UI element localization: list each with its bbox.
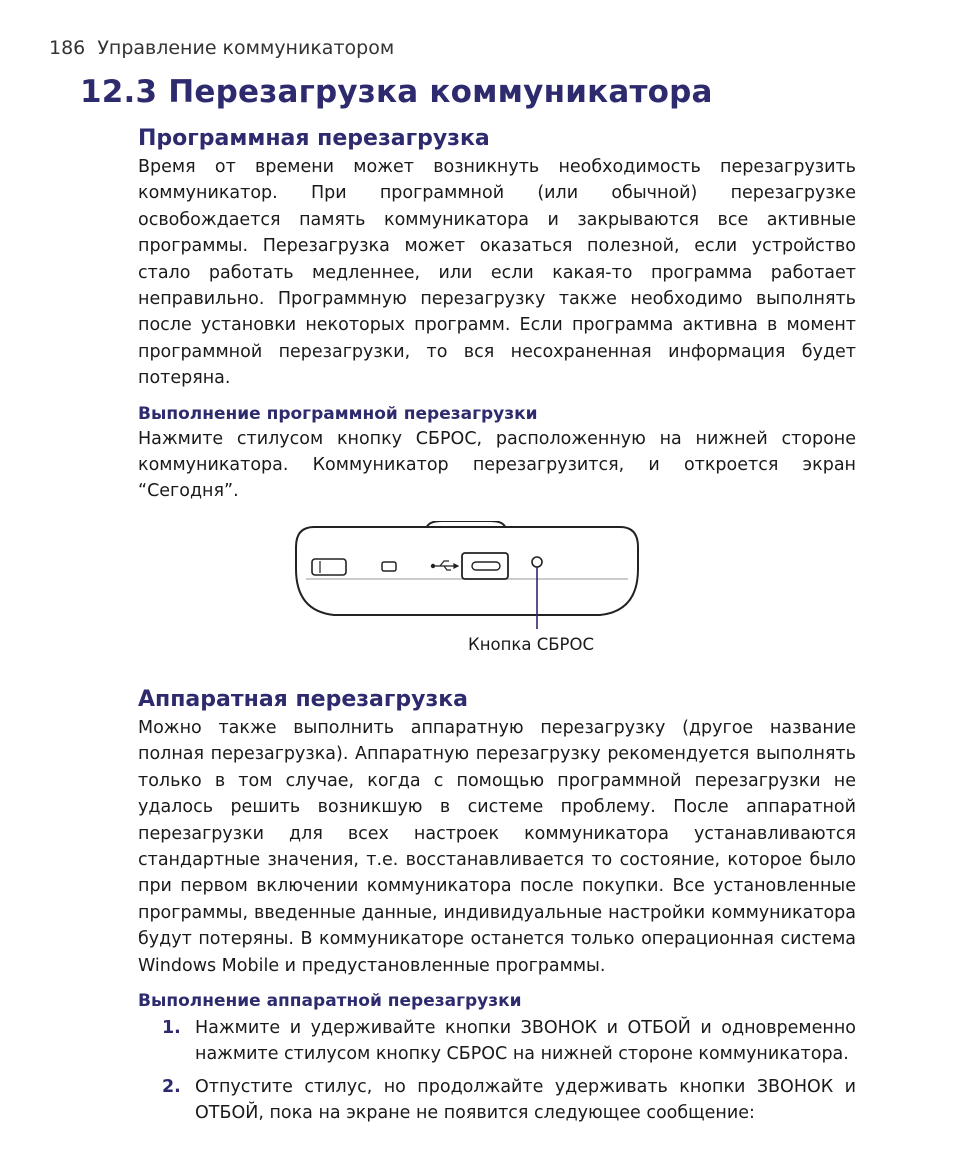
soft-reset-paragraph: Время от времени может возникнуть необходимость перезагрузить коммуникатор. При программной (или обычной) перезагрузке освобождается память коммуникатора и закрываются все активные программы. Перезагрузка может оказаться полезной, если устройство стало работать медленнее, или если какая-то программа работает неправильно. Программную перезагрузку также необходимо выполнять после установки некоторых программ. Если программа активна в момент программной перезагрузки, то вся несохраненная информация будет потеряна. bbox=[138, 157, 856, 389]
step-number: 2. bbox=[162, 1076, 181, 1097]
running-title: Управление коммуникатором bbox=[97, 37, 395, 59]
step-item bbox=[138, 1074, 856, 1127]
soft-reset-heading: Программная перезагрузка bbox=[138, 126, 490, 151]
device-bottom-illustration bbox=[294, 521, 640, 629]
step-text: Отпустите стилус, но продолжайте удерживать кнопки ЗВОНОК и ОТБОЙ, пока на экране не появится следующее сообщение: bbox=[195, 1076, 856, 1124]
small-port bbox=[382, 562, 396, 571]
soft-reset-procedure-heading: Выполнение программной перезагрузки bbox=[138, 403, 538, 424]
soft-reset-procedure-text: Нажмите стилусом кнопку СБРОС, расположенную на нижней стороне коммуникатора. Коммуникатор перезагрузится, и откроется экран “Сегодня”. bbox=[138, 428, 856, 502]
page-number: 186 bbox=[49, 37, 86, 59]
figure-caption: Кнопка СБРОС bbox=[468, 634, 595, 654]
hard-reset-heading: Аппаратная перезагрузка bbox=[138, 686, 469, 712]
step-number: 1. bbox=[162, 1017, 181, 1038]
page-content bbox=[138, 124, 856, 1133]
hard-reset-steps bbox=[138, 1015, 856, 1127]
step-text: Нажмите и удерживайте кнопки ЗВОНОК и ОТБОЙ и одновременно нажмите стилусом кнопку СБРОС на нижней стороне коммуникатора. bbox=[195, 1017, 856, 1065]
hard-reset-paragraph: Можно также выполнить аппаратную перезагрузку (другое название полная перезагрузка). Аппаратную перезагрузку рекомендуется выполнять только в том случае, когда с помощью программной перезагрузки не удалось решить возникшую в системе проблему. После аппаратной перезагрузки для всех настроек коммуникатора устанавливаются стандартные значения, т.е. восстанавливается то состояние, которое было при первом включении коммуникатора после покупки. Все установленные программы, введенные данные, индивидуальные настройки коммуникатора будут потеряны. В коммуникаторе останется только операционная система Windows Mobile и предустановленные программы. bbox=[138, 717, 856, 976]
chapter-title: 12.3 Перезагрузка коммуникатора bbox=[80, 74, 713, 110]
step-item bbox=[138, 1015, 856, 1068]
slide-switch bbox=[312, 559, 346, 575]
hard-reset-procedure-heading: Выполнение аппаратной перезагрузки bbox=[138, 990, 522, 1011]
reset-button bbox=[532, 557, 542, 567]
device-figure bbox=[138, 521, 856, 669]
running-header bbox=[49, 37, 394, 59]
